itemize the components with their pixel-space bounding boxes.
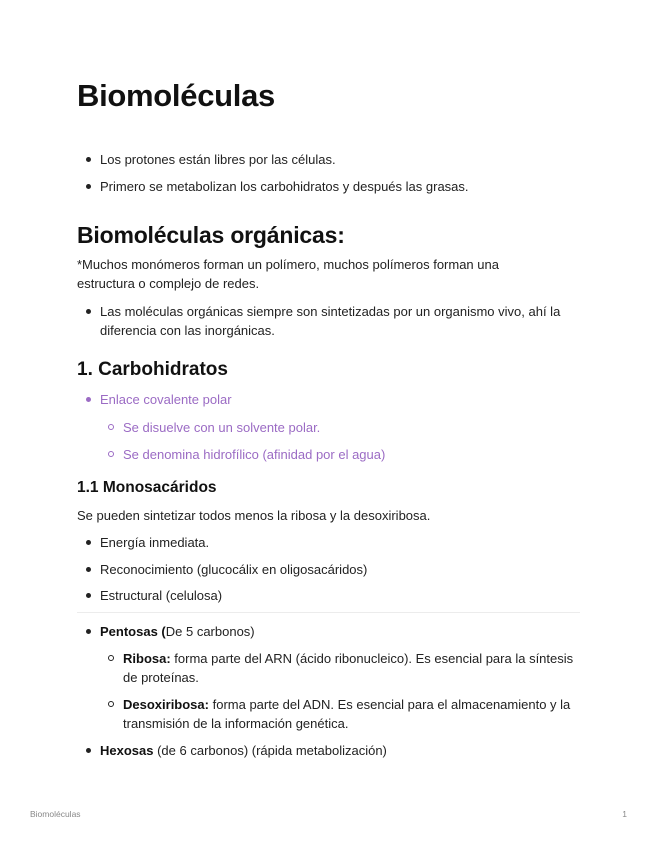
list-item-text: Se disuelve con un solvente polar.: [123, 420, 321, 435]
hexosas-label: Hexosas: [100, 743, 154, 758]
hollow-bullet-icon: [108, 701, 114, 707]
desoxiribosa-text: forma parte del ADN. Es esencial para el almacenamiento y la transmisión de la información genética.: [123, 697, 571, 731]
divider: [77, 612, 580, 613]
bullet-icon: [86, 629, 91, 634]
bullet-icon: [86, 540, 91, 545]
list-item: [100, 177, 575, 196]
ribosa-text: forma parte del ARN (ácido ribonucleico). Es esencial para la síntesis de proteínas.: [123, 651, 574, 685]
list-item-text: Estructural (celulosa): [100, 588, 223, 603]
page-title: Biomoléculas: [77, 78, 275, 113]
list-item: [123, 418, 578, 437]
list-item: [100, 533, 575, 552]
list-item-text: Los protones están libres por las células.: [100, 152, 336, 167]
mono-intro: Se pueden sintetizar todos menos la ribosa y la desoxiribosa.: [77, 508, 431, 523]
pentosas-text: De 5 carbonos): [165, 624, 255, 639]
list-item: [100, 390, 575, 409]
list-item-text: Energía inmediata.: [100, 535, 210, 550]
section-heading-organic: Biomoléculas orgánicas:: [77, 222, 345, 248]
footer-title: Biomoléculas: [30, 809, 81, 819]
bullet-icon: [86, 157, 91, 162]
list-item: [100, 586, 575, 605]
list-item: [100, 150, 575, 169]
bullet-icon: [86, 593, 91, 598]
list-item: [123, 649, 578, 687]
list-item: [123, 695, 578, 733]
hollow-bullet-icon: [108, 424, 114, 430]
list-item-text: Las moléculas orgánicas siempre son sintetizadas por un organismo vivo, ahí la diferencia con las inorgánicas.: [100, 304, 561, 338]
bullet-icon: [86, 567, 91, 572]
page-number: 1: [622, 809, 627, 819]
bullet-icon: [86, 748, 91, 753]
list-item-text: Se denomina hidrofílico (afinidad por el agua): [123, 447, 386, 462]
pentosas-label: Pentosas (: [100, 624, 166, 639]
list-item: [100, 560, 575, 579]
bullet-icon: [86, 184, 91, 189]
hollow-bullet-icon: [108, 451, 114, 457]
section-heading-mono: 1.1 Monosacáridos: [77, 479, 217, 496]
desoxiribosa-label: Desoxiribosa:: [123, 697, 209, 712]
list-item-text: Reconocimiento (glucocálix en oligosacáridos): [100, 562, 368, 577]
bullet-icon: [86, 397, 91, 402]
hollow-bullet-icon: [108, 655, 114, 661]
organic-note: *Muchos monómeros forman un polímero, muchos polímeros forman una estructura o complejo de redes.: [77, 257, 499, 291]
list-item: [100, 302, 575, 340]
list-item: [100, 622, 575, 641]
bullet-icon: [86, 309, 91, 314]
ribosa-label: Ribosa:: [123, 651, 171, 666]
list-item: [123, 445, 578, 464]
section-heading-carbs: 1. Carbohidratos: [77, 359, 228, 380]
list-item-text: Enlace covalente polar: [100, 392, 232, 407]
list-item: [100, 741, 575, 760]
list-item-text: Primero se metabolizan los carbohidratos y después las grasas.: [100, 179, 469, 194]
hexosas-text: (de 6 carbonos) (rápida metabolización): [153, 743, 387, 758]
